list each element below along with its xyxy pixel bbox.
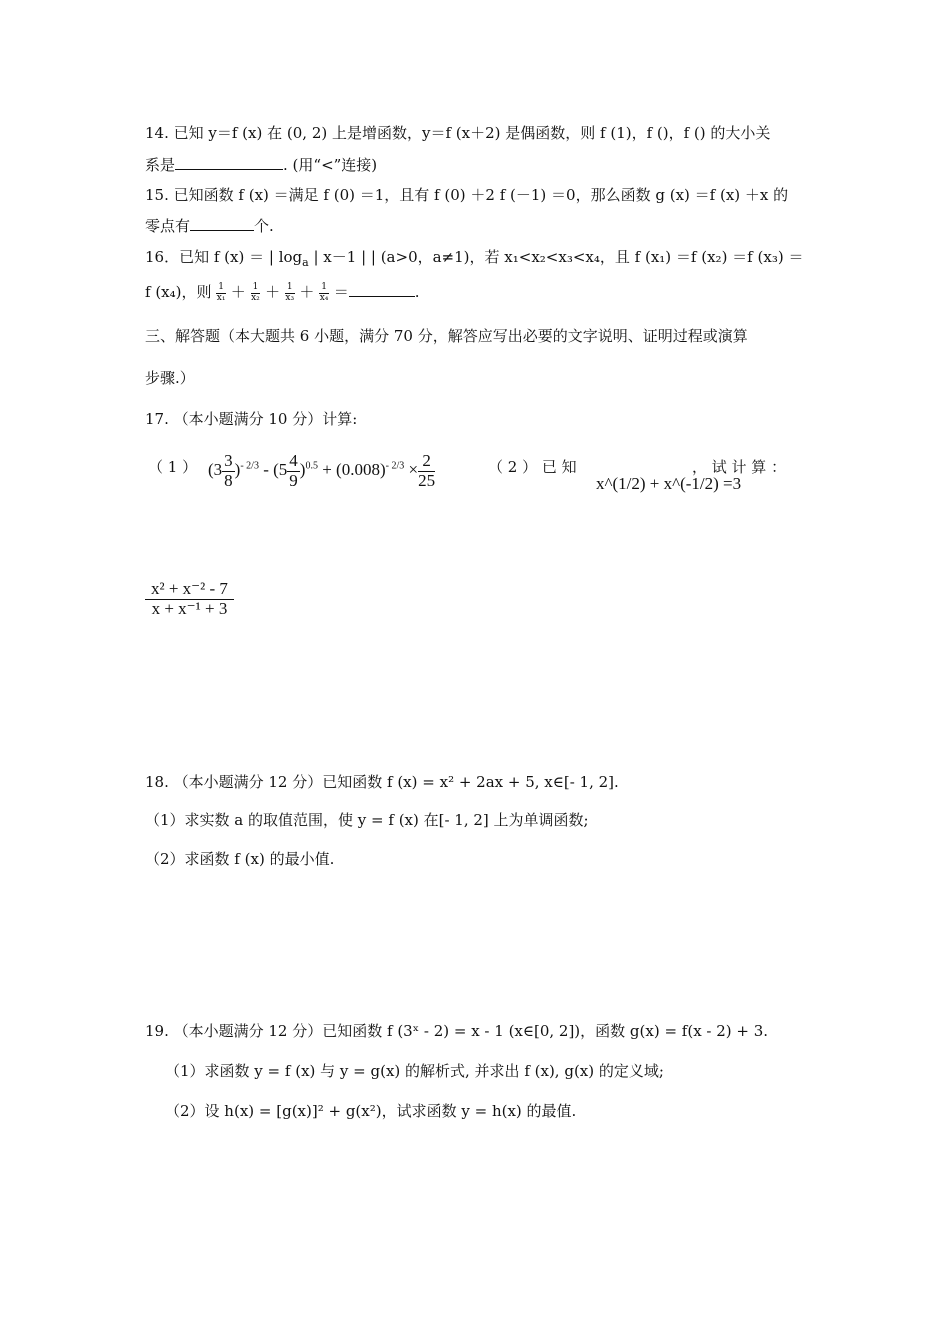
q15-prefix: 零点有 bbox=[145, 217, 191, 235]
q16-text-a: 16．已知 f (x) ＝ | log bbox=[145, 248, 303, 266]
q19-title: 19. （本小题满分 12 分）已知函数 f (3ˣ - 2) = x - 1 (x∈[0, 2])，函数 g(x) = f(x - 2) + 3. bbox=[145, 1022, 769, 1040]
frac-numerator: 3 bbox=[224, 451, 233, 470]
mixed-fraction-3-8 bbox=[222, 452, 235, 490]
expr-part: - (5 bbox=[258, 460, 288, 480]
frac-numerator: 4 bbox=[289, 451, 298, 470]
q17-part2-condition: x^(1/2) + x^(-1/2) =3 bbox=[596, 474, 742, 493]
frac-denominator: x₁ bbox=[216, 292, 226, 303]
frac-numerator: 1 bbox=[252, 281, 259, 292]
frac-denominator: x₄ bbox=[319, 292, 329, 303]
q16-prefix: f (x₄)，则 bbox=[145, 283, 212, 301]
plus-sign: ＋ bbox=[265, 283, 281, 301]
q17-part2-tail: ， 试 计 算 ： bbox=[692, 458, 787, 476]
frac-numerator: 1 bbox=[218, 281, 225, 292]
q16-line1 bbox=[145, 248, 803, 269]
fraction-2-25 bbox=[418, 452, 435, 490]
times-sign: × bbox=[404, 460, 419, 480]
section3-line2: 步骤.） bbox=[145, 369, 195, 387]
q14-line2 bbox=[145, 155, 377, 174]
q18-part1: （1）求实数 a 的取值范围，使 y = f (x) 在[- 1, 2] 上为单调函数; bbox=[145, 811, 589, 829]
section3-line1: 三、解答题（本大题共 6 小题，满分 70 分，解答应写出必要的文字说明、证明过程或演算 bbox=[145, 327, 748, 345]
q19-part1: （1）求函数 y = f (x) 与 y = g(x) 的解析式, 并求出 f (x), g(x) 的定义域; bbox=[165, 1062, 664, 1080]
plus-sign: ＋ bbox=[299, 283, 315, 301]
q17-title: 17. （本小题满分 10 分）计算: bbox=[145, 410, 358, 428]
frac-denominator: 9 bbox=[289, 470, 298, 490]
frac-denominator: x + x⁻¹ + 3 bbox=[151, 598, 228, 618]
q15-line2 bbox=[145, 216, 274, 235]
q17-part1-label: （ 1 ） bbox=[148, 458, 198, 476]
q17-part1-expression: (3 $\frac{3}{8}$ )$^{- 2/3}$ - (5 $\frac{4}{9}$ )$^{0.5} + (0.008)^{- 2/3}$ × $\frac{2}{25}$ bbox=[208, 451, 436, 490]
q17-part2-label: （ 2 ） 已 知 bbox=[488, 458, 577, 476]
frac-denominator: x₃ bbox=[285, 292, 295, 303]
frac-denominator: 8 bbox=[224, 470, 233, 490]
frac-numerator: 1 bbox=[321, 281, 327, 292]
q16-frac-4 bbox=[319, 283, 329, 304]
q16-end: . bbox=[414, 283, 420, 301]
q15-answer-blank bbox=[190, 216, 254, 231]
q16-frac-1 bbox=[216, 283, 226, 304]
q15-suffix: 个. bbox=[254, 217, 274, 235]
frac-denominator: 25 bbox=[418, 470, 436, 490]
q18-title: 18. （本小题满分 12 分）已知函数 f (x) = x² + 2ax + 5, x∈[- 1, 2]. bbox=[145, 773, 619, 791]
q18-part2: （2）求函数 f (x) 的最小值. bbox=[145, 850, 335, 868]
q16-text-b: | x－1 | | (a>0，a≠1)，若 x₁<x₂<x₃<x₄，且 f (x₁) ＝f (x₂) ＝f (x₃) ＝ bbox=[308, 248, 804, 266]
expr-part: (3 bbox=[208, 460, 223, 480]
expr-part: + (0.008) bbox=[317, 460, 386, 480]
frac-numerator: 1 bbox=[286, 281, 293, 292]
q16-frac-2 bbox=[251, 283, 261, 304]
frac-numerator: 2 bbox=[418, 452, 435, 472]
exponent: - 2/3 bbox=[385, 460, 405, 472]
equals-sign: ＝ bbox=[333, 283, 349, 301]
q14-line1: 14. 已知 y＝f (x) 在 (0, 2) 上是增函数，y＝f (x＋2) 是偶函数，则 f (1)，f ()，f () 的大小关 bbox=[145, 124, 771, 142]
big-fraction bbox=[145, 580, 234, 618]
q19-part2: （2）设 h(x) = [g(x)]² + g(x²)，试求函数 y = h(x) 的最值. bbox=[165, 1102, 577, 1120]
q15-line1: 15. 已知函数 f (x) ＝满足 f (0) ＝1，且有 f (0) ＋2 f (－1) ＝0，那么函数 g (x) ＝f (x) ＋x 的 bbox=[145, 186, 789, 204]
plus-sign: ＋ bbox=[230, 283, 246, 301]
frac-denominator: x₂ bbox=[251, 292, 260, 303]
mixed-fraction-4-9 bbox=[287, 452, 300, 490]
q16-line2 bbox=[145, 282, 420, 303]
frac-numerator: x² + x⁻² - 7 bbox=[145, 580, 234, 600]
exponent: - 2/3 bbox=[240, 460, 259, 472]
q14-suffix: . (用“<”连接) bbox=[283, 156, 378, 174]
q16-answer-blank bbox=[349, 282, 415, 297]
q14-answer-blank bbox=[175, 155, 283, 170]
q14-prefix: 系是 bbox=[145, 156, 176, 174]
q17-part2-fraction bbox=[145, 580, 234, 618]
exponent: 0.5 bbox=[305, 460, 318, 472]
q16-log-base: a bbox=[302, 256, 309, 269]
q16-frac-3 bbox=[285, 283, 295, 304]
